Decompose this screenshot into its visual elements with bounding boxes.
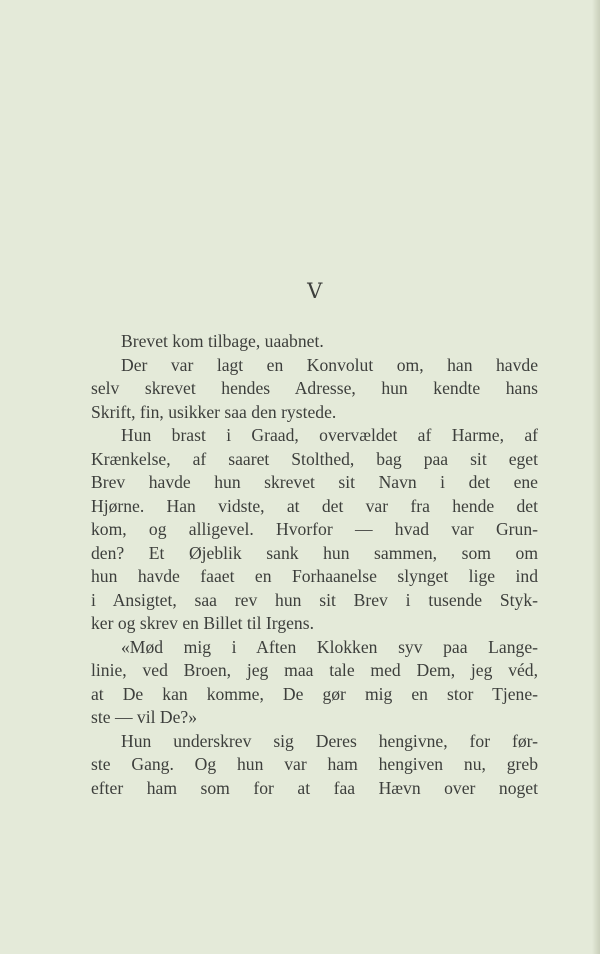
text-line: selv skrevet hendes Adresse, hun kendte hans [91,378,538,398]
text-line: linie, ved Broen, jeg maa tale med Dem, jeg véd, [91,660,538,680]
text-line: Hjørne. Han vidste, at det var fra hende det [91,495,538,516]
text-line: Skrift, fin, usikker saa den rystede. [91,401,337,422]
text-line: Brevet kom tilbage, uaabnet. [121,331,324,351]
text-line: Der var lagt en Konvolut om, han havde [121,354,538,375]
text-line: «Mød mig i Aften Klokken syv paa Lange- [121,636,538,657]
text-line: kom, og alligevel. Hvorfor — hvad var Grun- [91,519,538,539]
text-line: den? Et Øjeblik sank hun sammen, som om [91,542,538,563]
text-line: i Ansigtet, saa rev hun sit Brev i tusende Styk- [91,589,538,610]
body-text [91,330,538,800]
text-line: ste Gang. Og hun var ham hengiven nu, greb [91,754,538,774]
page-edge [592,0,600,954]
text-line: Hun brast i Graad, overvældet af Harme, af [121,425,538,445]
chapter-heading: V [307,279,323,303]
text-line: hun havde faaet en Forhaanelse slynget lige ind [91,566,538,586]
text-line: at De kan komme, De gør mig en stor Tjene- [91,683,538,704]
text-line: ste — vil De?» [91,707,198,727]
text-line: Krænkelse, af saaret Stolthed, bag paa sit eget [91,448,538,469]
text-line: Brev havde hun skrevet sit Navn i det ene [91,472,538,492]
text-line: efter ham som for at faa Hævn over noget [91,777,538,798]
text-line: ker og skrev en Billet til Irgens. [91,613,314,633]
text-line: Hun underskrev sig Deres hengivne, for før- [121,730,538,751]
